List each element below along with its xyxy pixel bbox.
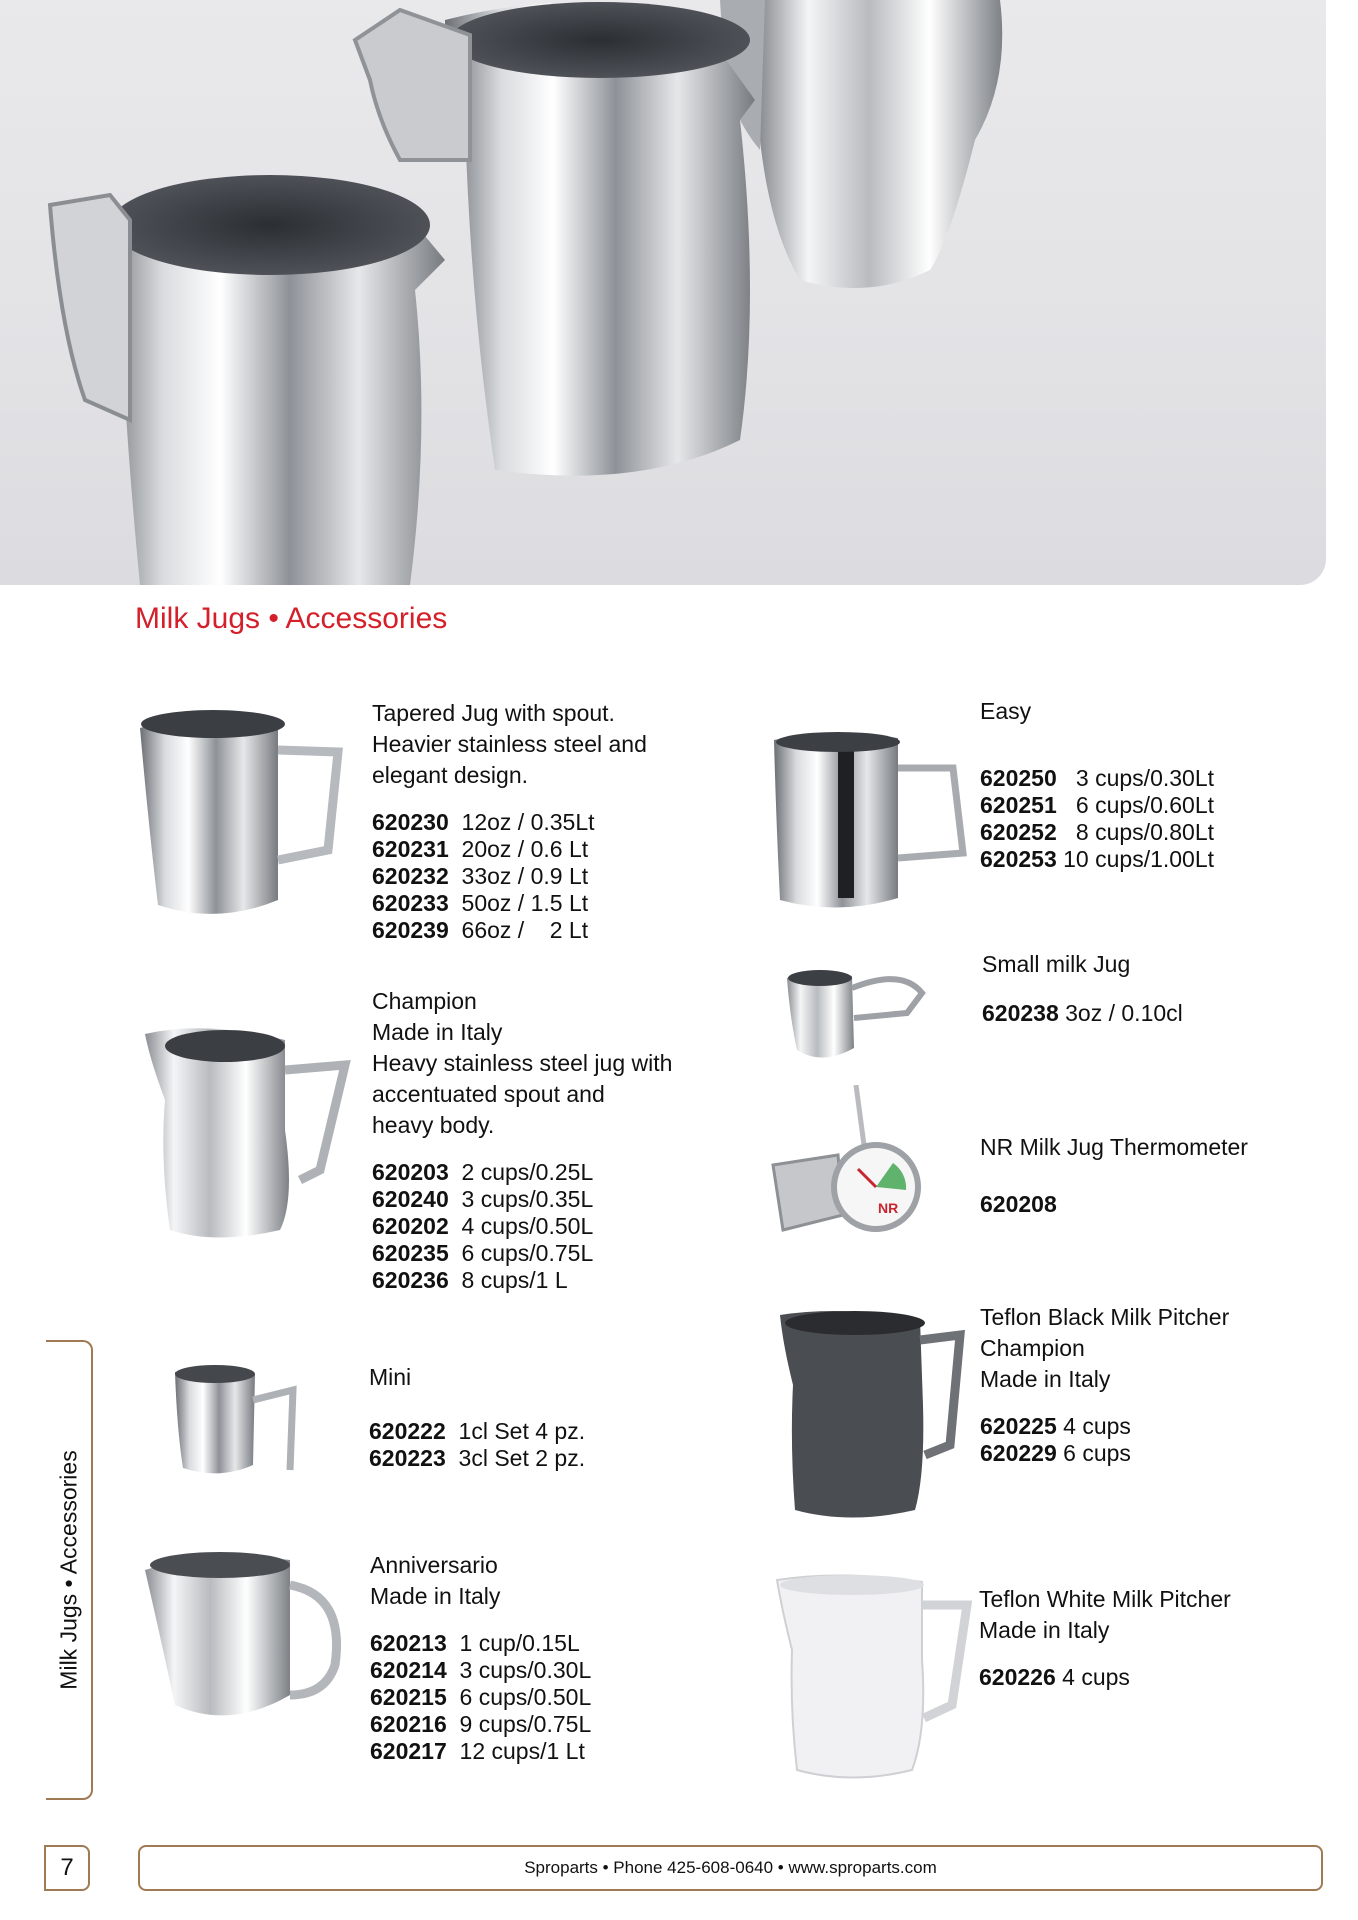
- code-list: [980, 1191, 1248, 1218]
- side-tab-label: Milk Jugs • Accessories: [55, 1450, 81, 1690]
- code-row: 620215 6 cups/0.50L: [370, 1684, 592, 1710]
- anniversario-jug-image: [140, 1545, 350, 1735]
- product-name: Champion: [372, 988, 477, 1014]
- product-name: Easy: [980, 698, 1032, 724]
- code-row: 620235 6 cups/0.75L: [372, 1240, 594, 1266]
- product-desc: Champion: [980, 1335, 1085, 1361]
- footer-contact: Sproparts • Phone 425-608-0640 • www.sproparts.com: [138, 1845, 1323, 1891]
- product-name: Anniversario: [370, 1552, 498, 1578]
- teflon-white-pitcher-image: [772, 1570, 972, 1780]
- product-desc: Made in Italy: [979, 1617, 1110, 1643]
- product-desc: Heavy stainless steel jug with: [372, 1050, 673, 1076]
- product-desc: Made in Italy: [370, 1583, 501, 1609]
- product-name: Teflon Black Milk Pitcher: [980, 1304, 1230, 1330]
- code-list: [372, 809, 647, 944]
- code-row: 620217 12 cups/1 Lt: [370, 1738, 585, 1764]
- thermometer-image: [768, 1085, 968, 1235]
- product-desc: Made in Italy: [980, 1366, 1111, 1392]
- code-list: [980, 765, 1214, 873]
- code-row: 620253 10 cups/1.00Lt: [980, 846, 1215, 872]
- code-row: 620226 4 cups: [979, 1664, 1130, 1690]
- code-row: 620232 33oz / 0.9 Lt: [372, 863, 589, 889]
- product-name: NR Milk Jug Thermometer: [980, 1134, 1248, 1160]
- side-section-tab: [46, 1340, 93, 1800]
- product-desc: heavy body.: [372, 1112, 495, 1138]
- section-title: Milk Jugs • Accessories: [135, 602, 448, 635]
- product-easy: [980, 696, 1214, 873]
- code-list: [979, 1664, 1231, 1691]
- product-anniversario: [370, 1550, 591, 1765]
- product-champion: [372, 986, 672, 1294]
- product-name: Teflon White Milk Pitcher: [979, 1586, 1231, 1612]
- product-name: Small milk Jug: [982, 951, 1131, 977]
- code-row: 620222 1cl Set 4 pz.: [369, 1418, 586, 1444]
- thermometer-dial-logo: NR: [878, 1200, 899, 1216]
- mini-jug-image: [165, 1360, 300, 1490]
- code-list: [982, 1000, 1183, 1027]
- hero-photo: [0, 0, 1326, 585]
- code-row: 620236 8 cups/1 L: [372, 1267, 568, 1293]
- code-row: 620240 3 cups/0.35L: [372, 1186, 594, 1212]
- product-tapered-jug: [372, 698, 647, 944]
- code-row: 620238 3oz / 0.10cl: [982, 1000, 1183, 1026]
- code-row: 620223 3cl Set 2 pz.: [369, 1445, 586, 1471]
- champion-jug-image: [135, 1020, 355, 1245]
- code-row: 620230 12oz / 0.35Lt: [372, 809, 595, 835]
- code-row: 620213 1 cup/0.15L: [370, 1630, 580, 1656]
- tapered-jug-image: [128, 700, 353, 935]
- code-row: 620229 6 cups: [980, 1440, 1131, 1466]
- code-list: [372, 1159, 672, 1294]
- code-row: 620208: [980, 1191, 1057, 1217]
- teflon-black-pitcher-image: [775, 1305, 965, 1520]
- code-row: 620231 20oz / 0.6 Lt: [372, 836, 589, 862]
- code-list: [370, 1630, 591, 1765]
- code-list: [369, 1418, 585, 1472]
- code-row: 620216 9 cups/0.75L: [370, 1711, 592, 1737]
- page-number: 7: [44, 1845, 90, 1891]
- code-row: 620250 3 cups/0.30Lt: [980, 765, 1215, 791]
- product-small-milk-jug: [982, 949, 1183, 1027]
- product-mini: [369, 1362, 585, 1472]
- code-row: 620203 2 cups/0.25L: [372, 1159, 594, 1185]
- code-row: 620233 50oz / 1.5 Lt: [372, 890, 589, 916]
- code-row: 620239 66oz / 2 Lt: [372, 917, 589, 943]
- product-desc: Heavier stainless steel and: [372, 731, 647, 757]
- code-row: 620202 4 cups/0.50L: [372, 1213, 594, 1239]
- code-row: 620251 6 cups/0.60Lt: [980, 792, 1215, 818]
- code-row: 620252 8 cups/0.80Lt: [980, 819, 1215, 845]
- product-name: Tapered Jug with spout.: [372, 700, 615, 726]
- product-teflon-black: [980, 1302, 1229, 1467]
- product-thermometer: [980, 1132, 1248, 1218]
- product-desc: Made in Italy: [372, 1019, 503, 1045]
- product-name: Mini: [369, 1364, 412, 1390]
- product-desc: accentuated spout and: [372, 1081, 605, 1107]
- easy-jug-image: [768, 728, 968, 918]
- code-row: 620225 4 cups: [980, 1413, 1131, 1439]
- product-teflon-white: [979, 1584, 1231, 1691]
- code-row: 620214 3 cups/0.30L: [370, 1657, 592, 1683]
- small-milk-jug-image: [782, 958, 927, 1068]
- code-list: [980, 1413, 1229, 1467]
- product-desc: elegant design.: [372, 762, 529, 788]
